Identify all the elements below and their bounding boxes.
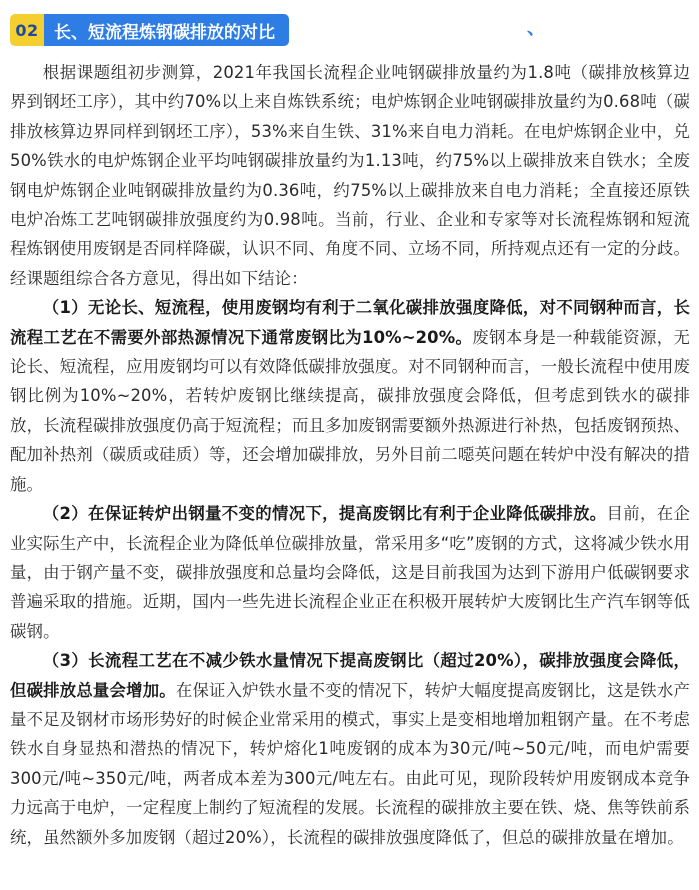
section-number-badge: 02 (10, 14, 44, 46)
title-decoration-mark: 、 (527, 18, 545, 39)
paragraph-text: 根据课题组初步测算，2021年我国长流程企业吨钢碳排放量约为1.8吨（碳排放核算边界到钢坯工序），其中约70%以上来自炼铁系统；电炉炼钢企业吨钢碳排放量约为0.68吨（碳排放核算边界同样到钢坯工序），53%来自生铁、31%来自电力消耗。在电炉炼钢企业中，兑50%铁水的电炉炼钢企业平均吨钢碳排放量约为1.13吨，约75%以上碳排放来自铁水；全废钢电炉炼钢企业吨钢碳排放量约为0.36吨，约75%以上碳排放来自电力消耗；全直接还原铁电炉冶炼工艺吨钢碳排放强度约为0.98吨。当前，行业、企业和专家等对长流程炼钢和短流程炼钢使用废钢是否同样降碳，认识不同、角度不同、立场不同，所持观点还有一定的分歧。经课题组综合各方意见，得出如下结论： (10, 63, 690, 288)
paragraph-conclusion-2 (10, 499, 690, 646)
section-title: 长、短流程炼钢碳排放的对比 (44, 14, 289, 46)
article-body (10, 58, 690, 852)
paragraph-intro (10, 58, 690, 293)
conclusion-heading: （1）无论长、短流程，使用废钢均有利于二氧化碳排放强度降低，对不同钢种而言，长流程工艺在不需要外部热源情况下通常废钢比为10%~20%。 (10, 298, 690, 347)
conclusion-heading: （2）在保证转炉出钢量不变的情况下，提高废钢比有利于企业降低碳排放。 (42, 504, 607, 524)
section-header (10, 14, 289, 46)
paragraph-text: 目前，在企业实际生产中，长流程企业为降低单位碳排放量，常采用多“吃”废钢的方式，这将减少铁水用量，由于钢产量不变，碳排放强度和总量均会降低，这是目前我国为达到下游用户低碳钢要求普遍采取的措施。近期，国内一些先进长流程企业正在积极开展转炉大废钢比生产汽车钢等低碳钢。 (10, 504, 690, 641)
paragraph-text: 在保证入炉铁水量不变的情况下，转炉大幅度提高废钢比，这是铁水产量不足及钢材市场形势好的时候企业常采用的模式，事实上是变相地增加粗钢产量。在不考虑铁水自身显热和潜热的情况下，转炉熔化1吨废钢的成本为30元/吨~50元/吨，而电炉需要300元/吨~350元/吨，两者成本差为300元/吨左右。由此可见，现阶段转炉用废钢成本竞争力远高于电炉，一定程度上制约了短流程的发展。长流程的碳排放主要在铁、烧、焦等铁前系统，虽然额外多加废钢（超过20%），长流程的碳排放强度降低了，但总的碳排放量在增加。 (10, 680, 691, 847)
paragraph-text: 废钢本身是一种载能资源，无论长、短流程，应用废钢均可以有效降低碳排放强度。对不同钢种而言，一般长流程中使用废钢比例为10%~20%，若转炉废钢比继续提高，碳排放强度会降低，但考虑到铁水的碳排放，长流程碳排放强度仍高于短流程；而且多加废钢需要额外热源进行补热，包括废钢预热、配加补热剂（碳质或硅质）等，还会增加碳排放，另外目前二噁英问题在转炉中没有解决的措施。 (10, 327, 691, 494)
conclusion-heading: （3）长流程工艺在不减少铁水量情况下提高废钢比（超过20%），碳排放强度会降低，但碳排放总量会增加。 (10, 651, 690, 700)
paragraph-conclusion-1 (10, 293, 690, 499)
paragraph-conclusion-3 (10, 646, 690, 852)
